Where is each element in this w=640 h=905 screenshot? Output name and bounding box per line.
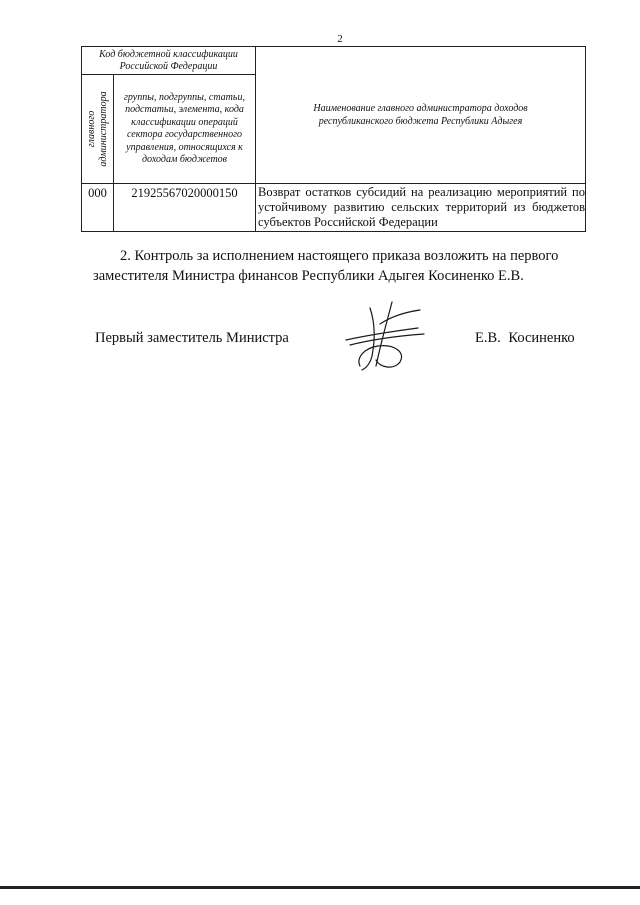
header-administrator-name bbox=[256, 47, 586, 184]
header-main-administrator bbox=[82, 75, 114, 184]
header-main-administrator-text: главного администратора bbox=[85, 91, 109, 167]
cell-admin-code: 000 bbox=[82, 184, 114, 232]
signatory-name: Е.В. Косиненко bbox=[475, 330, 575, 346]
header-budget-code: Код бюджетной классификации Российской Федерации bbox=[82, 47, 256, 75]
page-number: 2 bbox=[337, 33, 343, 45]
cell-income-name: Возврат остатков субсидий на реализацию мероприятий по устойчивому развитию сельских территорий из бюджетов субъектов Российской Федерации bbox=[256, 184, 586, 232]
signatory-position: Первый заместитель Министра bbox=[95, 330, 289, 346]
handwritten-signature bbox=[340, 298, 430, 373]
header-income-group: группы, подгруппы, статьи, подстатьи, элемента, кода классификации операций сектора государственного управления, относящихся к доходам бюджетов bbox=[114, 75, 256, 184]
table-row bbox=[82, 184, 586, 232]
paragraph-line-2: заместителя Министра финансов Республики Адыгея Косиненко Е.В. bbox=[93, 268, 524, 284]
cell-budget-code: 21925567020000150 bbox=[114, 184, 256, 232]
paragraph-line-1: 2. Контроль за исполнением настоящего приказа возложить на первого bbox=[120, 248, 559, 264]
page-bottom-border bbox=[0, 886, 640, 889]
control-paragraph bbox=[93, 246, 585, 286]
budget-classification-table bbox=[81, 46, 586, 232]
header-administrator-name-text: Наименование главного администратора доходов республиканского бюджета Республики Адыгея bbox=[313, 103, 528, 127]
